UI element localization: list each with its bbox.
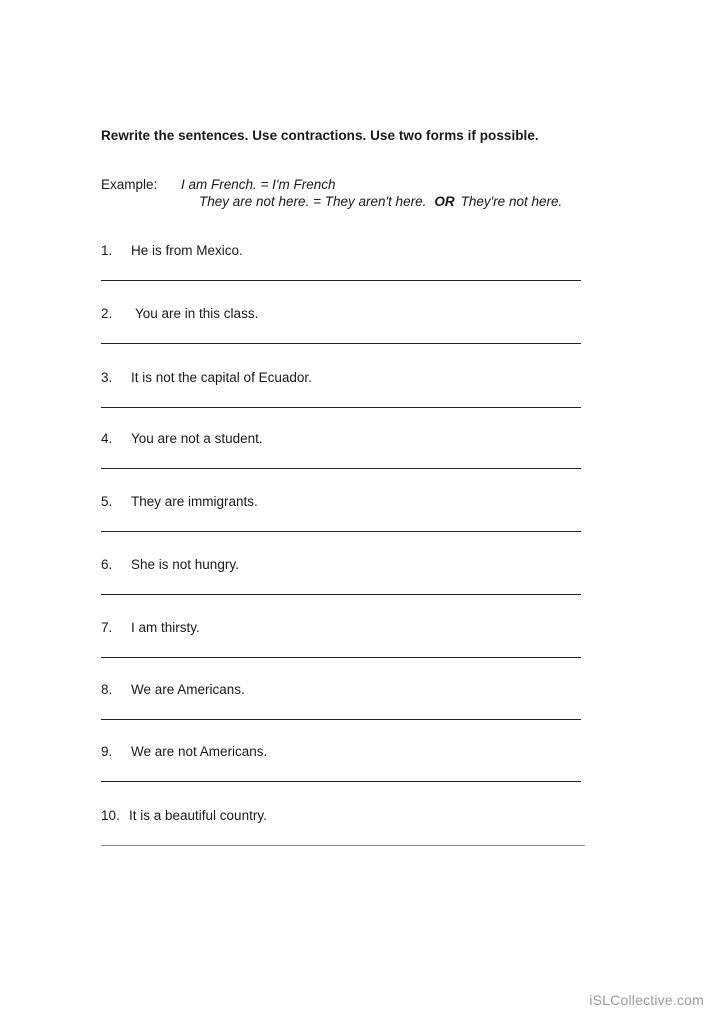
answer-line[interactable] [101, 845, 585, 846]
item-number: 5. [101, 494, 113, 509]
item-number: 9. [101, 744, 113, 759]
exercise-item-1 [101, 243, 591, 293]
example-sentence-2 [199, 194, 562, 209]
item-number: 2. [101, 306, 113, 321]
item-sentence: She is not hungry. [131, 557, 239, 572]
item-number: 1. [101, 243, 113, 258]
exercise-item-8 [101, 682, 591, 732]
example-sentence-2-second: They're not here. [460, 194, 563, 209]
answer-line[interactable] [101, 468, 581, 469]
item-sentence: We are Americans. [131, 682, 245, 697]
exercise-item-3 [101, 370, 591, 420]
exercise-item-9 [101, 744, 591, 794]
example-sentence-2-first: They are not here. = They aren't here. [199, 194, 427, 209]
item-number: 4. [101, 431, 113, 446]
item-sentence: They are immigrants. [131, 494, 258, 509]
instructions-heading: Rewrite the sentences. Use contractions. Use two forms if possible. [101, 128, 539, 143]
answer-line[interactable] [101, 594, 581, 595]
item-number: 3. [101, 370, 113, 385]
item-sentence: He is from Mexico. [131, 243, 243, 258]
example-or-word: OR [434, 194, 455, 209]
example-label: Example: [101, 177, 158, 192]
item-number: 6. [101, 557, 113, 572]
exercise-item-4 [101, 431, 591, 481]
exercise-item-6 [101, 557, 591, 607]
example-sentence-1: I am French. = I'm French [181, 177, 336, 192]
answer-line[interactable] [101, 531, 581, 532]
item-sentence: We are not Americans. [131, 744, 268, 759]
site-watermark: iSLCollective.com [589, 992, 704, 1008]
answer-line[interactable] [101, 280, 581, 281]
item-number: 10. [101, 808, 120, 823]
item-sentence: I am thirsty. [131, 620, 200, 635]
exercise-item-7 [101, 620, 591, 670]
answer-line[interactable] [101, 343, 581, 344]
item-number: 7. [101, 620, 113, 635]
exercise-item-5 [101, 494, 591, 544]
answer-line[interactable] [101, 719, 581, 720]
exercise-item-10 [101, 808, 591, 858]
item-sentence: You are in this class. [135, 306, 259, 321]
item-sentence: It is a beautiful country. [129, 808, 267, 823]
answer-line[interactable] [101, 407, 581, 408]
item-sentence: You are not a student. [131, 431, 263, 446]
item-number: 8. [101, 682, 113, 697]
exercise-item-2 [101, 306, 591, 356]
answer-line[interactable] [101, 781, 581, 782]
item-sentence: It is not the capital of Ecuador. [131, 370, 312, 385]
answer-line[interactable] [101, 657, 581, 658]
